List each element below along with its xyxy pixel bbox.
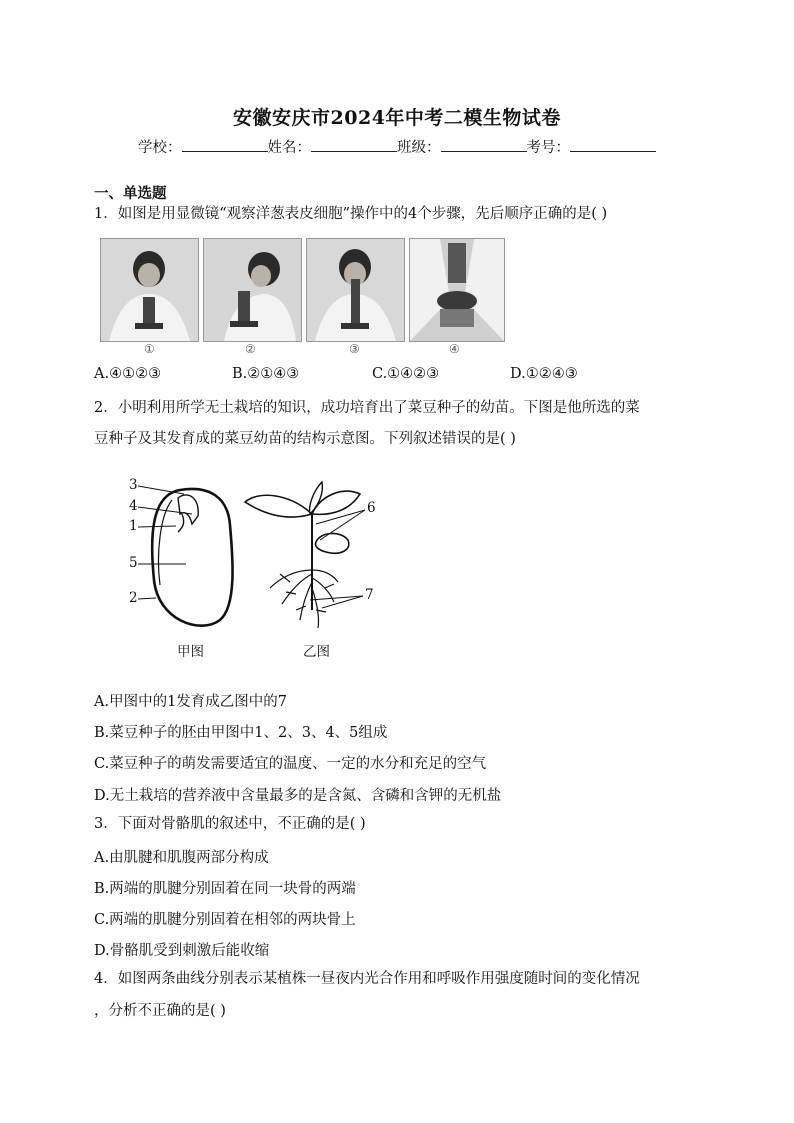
q1-option-a[interactable]: A.④①②③ xyxy=(94,366,162,382)
question-4-line-1: 4．如图两条曲线分别表示某植株一昼夜内光合作用和呼吸作用强度随时间的变化情况 xyxy=(94,971,640,987)
name-blank[interactable] xyxy=(311,137,397,152)
question-4-line-2: ，分析不正确的是( ) xyxy=(94,1003,226,1019)
cotyledon xyxy=(315,533,348,553)
photo-step-1 xyxy=(100,238,199,342)
q3-option-b[interactable]: B.两端的肌腱分别固着在同一块骨的两端 xyxy=(94,881,356,897)
photo-label-2: ② xyxy=(245,342,256,356)
q2-option-c[interactable]: C.菜豆种子的萌发需要适宜的温度、一定的水分和充足的空气 xyxy=(94,756,487,772)
exam-title: 安徽安庆市2024年中考二模生物试卷 xyxy=(233,107,561,129)
school-label: 学校： xyxy=(138,140,182,156)
class-label: 班级： xyxy=(397,140,441,156)
q2-option-d[interactable]: D.无土栽培的营养液中含量最多的是含氮、含磷和含钾的无机盐 xyxy=(94,788,502,804)
q3-option-c[interactable]: C.两端的肌腱分别固着在相邻的两块骨上 xyxy=(94,912,356,928)
q3-option-d[interactable]: D.骨骼肌受到刺激后能收缩 xyxy=(94,943,270,959)
q1-option-b[interactable]: B.②①④③ xyxy=(232,366,300,382)
caption-yi: 乙图 xyxy=(303,644,330,660)
school-blank[interactable] xyxy=(182,137,268,152)
q1-option-d[interactable]: D.①②④③ xyxy=(510,366,578,382)
class-blank[interactable] xyxy=(441,137,527,152)
number-label: 考号： xyxy=(526,140,570,156)
caption-jia: 甲图 xyxy=(177,644,204,660)
photo-step-2 xyxy=(203,238,302,342)
seed-coat xyxy=(152,489,232,626)
seedling-leaf-left xyxy=(245,495,312,517)
q1-option-c[interactable]: C.①④②③ xyxy=(372,366,440,382)
question-3-text: 3．下面对骨骼肌的叙述中，不正确的是( ) xyxy=(94,816,366,832)
photo-step-3 xyxy=(306,238,405,342)
q2-option-a[interactable]: A.甲图中的1发育成乙图中的7 xyxy=(94,694,288,710)
name-label: 姓名： xyxy=(267,140,311,156)
seedling-label-7: 7 xyxy=(365,587,374,603)
q3-option-a[interactable]: A.由肌腱和肌腹两部分构成 xyxy=(94,850,269,866)
seedling-label-6: 6 xyxy=(367,500,376,516)
number-blank[interactable] xyxy=(570,137,656,152)
question-1-text: 1．如图是用显微镜“观察洋葱表皮细胞”操作中的4个步骤，先后顺序正确的是( ) xyxy=(94,206,608,222)
seed-label-5: 5 xyxy=(129,555,138,571)
q2-option-b[interactable]: B.菜豆种子的胚由甲图中1、2、3、4、5组成 xyxy=(94,725,388,741)
seed-label-2: 2 xyxy=(129,590,138,606)
seed-seedling-diagram xyxy=(120,470,390,640)
section-title: 一、单选题 xyxy=(94,185,167,202)
seed-label-4: 4 xyxy=(129,498,138,514)
plumule xyxy=(178,495,198,524)
photo-label-1: ① xyxy=(144,342,155,356)
seed-label-1: 1 xyxy=(129,518,138,534)
photo-step-4 xyxy=(409,238,505,342)
photo-label-3: ③ xyxy=(349,342,360,356)
student-info-line xyxy=(0,136,794,157)
photo-label-4: ④ xyxy=(449,342,460,356)
seed-label-3: 3 xyxy=(129,477,138,493)
question-2-line-2: 豆种子及其发育成的菜豆幼苗的结构示意图。下列叙述错误的是( ) xyxy=(94,431,516,447)
question-2-line-1: 2．小明利用所学无土栽培的知识，成功培育出了菜豆种子的幼苗。下图是他所选的菜 xyxy=(94,400,640,416)
